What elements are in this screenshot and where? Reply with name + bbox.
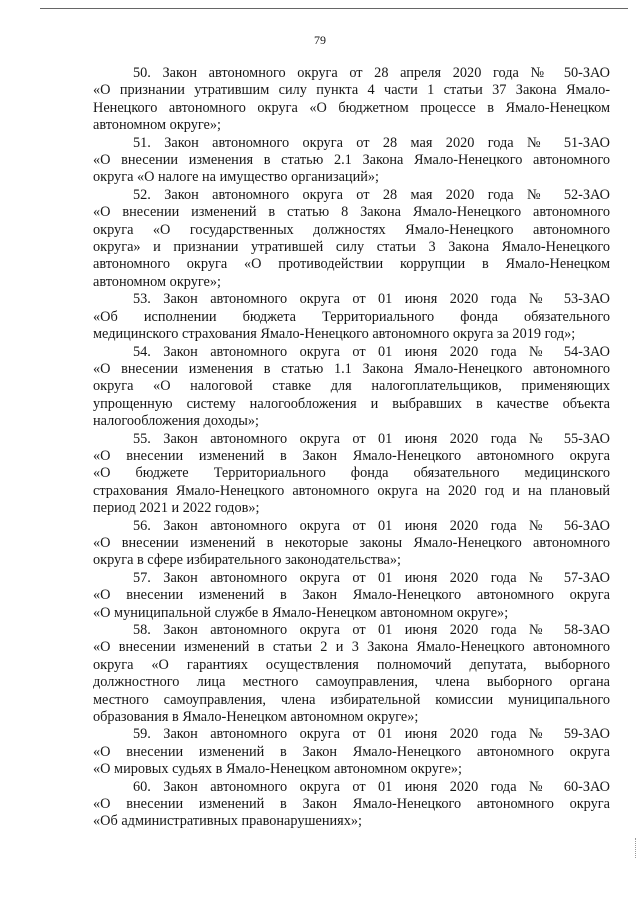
law-list-item <box>93 431 610 518</box>
law-item-heading-line: 58. Закон автономного округа от 01 июня 2020 года № 58-ЗАО <box>133 622 610 638</box>
law-item-heading-line: 53. Закон автономного округа от 01 июня 2020 года № 53-ЗАО <box>133 291 610 308</box>
scan-edge-marks <box>632 838 636 858</box>
law-item-text-line: округа «О гарантиях осуществления полномочий депутата, выборного <box>93 656 610 673</box>
law-list-item <box>93 726 610 778</box>
law-item-heading-line: 56. Закон автономного округа от 01 июня 2020 года № 56-ЗАО <box>133 517 610 534</box>
law-item-heading-line: 50. Закон автономного округа от 28 апреля 2020 года № 50-ЗАО <box>133 65 610 81</box>
law-item-text-line: округа «О налоге на имущество организаций»; <box>93 169 380 186</box>
law-item-text-line: «О внесении изменений в некоторые законы Ямало-Ненецкого автономного <box>93 534 610 551</box>
law-item-heading-line: 55. Закон автономного округа от 01 июня 2020 года № 55-ЗАО <box>133 430 610 447</box>
law-item-text-line: «Об административных правонарушениях»; <box>93 813 363 830</box>
page-number: 79 <box>314 33 326 47</box>
law-item-text-line: налогообложения доходы»; <box>93 413 259 430</box>
law-item-heading-line: 57. Закон автономного округа от 01 июня 2020 года № 57-ЗАО <box>133 569 610 586</box>
law-item-heading-line: 60. Закон автономного округа от 01 июня 2020 года № 60-ЗАО <box>133 778 610 795</box>
law-item-text-line: округа» и признании утратившей силу статьи 3 Закона Ямало-Ненецкого <box>93 239 610 256</box>
law-item-text-line: автономном округе»; <box>93 117 222 134</box>
law-item-text-line: округа «О государственных должностях Ямало-Ненецкого автономного <box>93 221 610 238</box>
law-item-text-line: медицинского страхования Ямало-Ненецкого автономного округа за 2019 год»; <box>93 326 576 343</box>
law-item-text-line: округа в сфере избирательного законодательства»; <box>93 552 402 569</box>
law-item-text-line: Ненецкого автономного округа «О бюджетном процессе в Ямало-Ненецком <box>93 99 610 116</box>
law-item-text-line: автономном округе»; <box>93 273 222 290</box>
law-item-text-line: должностного лица местного самоуправления, члена выборного органа <box>93 674 610 691</box>
law-item-heading-line: 51. Закон автономного округа от 28 мая 2020 года № 51-ЗАО <box>133 134 610 151</box>
law-item-text-line: «О внесении изменения в статью 1.1 Закона Ямало-Ненецкого автономного <box>93 360 610 377</box>
law-list-item <box>93 65 610 135</box>
top-border-line <box>40 8 628 9</box>
law-item-text-line: «О внесении изменений в Закон Ямало-Ненецкого автономного округа <box>93 447 610 464</box>
law-item-text-line: «О бюджете Территориального фонда обязательного медицинского <box>93 465 610 482</box>
law-list-item <box>93 135 610 187</box>
law-item-text-line: страхования Ямало-Ненецкого автономного округа на 2020 год и на плановый <box>93 482 610 499</box>
law-item-text-line: «Об исполнении бюджета Территориального фонда обязательного <box>93 308 610 325</box>
law-list-item <box>93 622 610 726</box>
law-item-text-line: «О внесении изменений в статью 8 Закона Ямало-Ненецкого автономного <box>93 204 610 221</box>
law-item-text-line: период 2021 и 2022 годов»; <box>93 500 260 517</box>
law-item-text-line: «О внесении изменения в статью 2.1 Закона Ямало-Ненецкого автономного <box>93 152 610 169</box>
law-list-item <box>93 291 610 343</box>
law-item-text-line: местного самоуправления, члена избирательной комиссии муниципального <box>93 691 610 708</box>
law-item-text-line: образования в Ямало-Ненецком автономном округе»; <box>93 709 419 726</box>
law-item-text-line: упрощенную систему налогообложения и выбравших в качестве объекта <box>93 395 610 412</box>
law-list-item <box>93 518 610 570</box>
law-item-text-line: «О внесении изменений в Закон Ямало-Ненецкого автономного округа <box>93 587 610 604</box>
law-item-heading-line: 52. Закон автономного округа от 28 мая 2020 года № 52-ЗАО <box>133 186 610 203</box>
law-item-text-line: округа «О налоговой ставке для налогоплательщиков, применяющих <box>93 378 610 395</box>
law-list-item <box>93 344 610 431</box>
law-item-heading-line: 54. Закон автономного округа от 01 июня 2020 года № 54-ЗАО <box>133 343 610 360</box>
law-item-text-line: «О внесении изменений в Закон Ямало-Ненецкого автономного округа <box>93 796 610 813</box>
law-item-text-line: «О мировых судьях в Ямало-Ненецком автономном округе»; <box>93 761 462 778</box>
law-item-heading-line: 59. Закон автономного округа от 01 июня 2020 года № 59-ЗАО <box>133 726 610 743</box>
law-item-text-line: «О внесении изменений в статьи 2 и 3 Закона Ямало-Ненецкого автономного <box>93 639 610 656</box>
law-list-item <box>93 779 610 831</box>
document-body <box>93 65 610 831</box>
law-item-text-line: «О признании утратившим силу пункта 4 части 1 статьи 37 Закона Ямало- <box>93 82 610 99</box>
law-list-item <box>93 570 610 622</box>
law-item-text-line: «О муниципальной службе в Ямало-Ненецком автономном округе»; <box>93 604 509 621</box>
law-item-text-line: автономного округа «О противодействии коррупции в Ямало-Ненецком <box>93 256 610 273</box>
law-list-item <box>93 187 610 291</box>
law-item-text-line: «О внесении изменений в Закон Ямало-Ненецкого автономного округа <box>93 743 610 760</box>
